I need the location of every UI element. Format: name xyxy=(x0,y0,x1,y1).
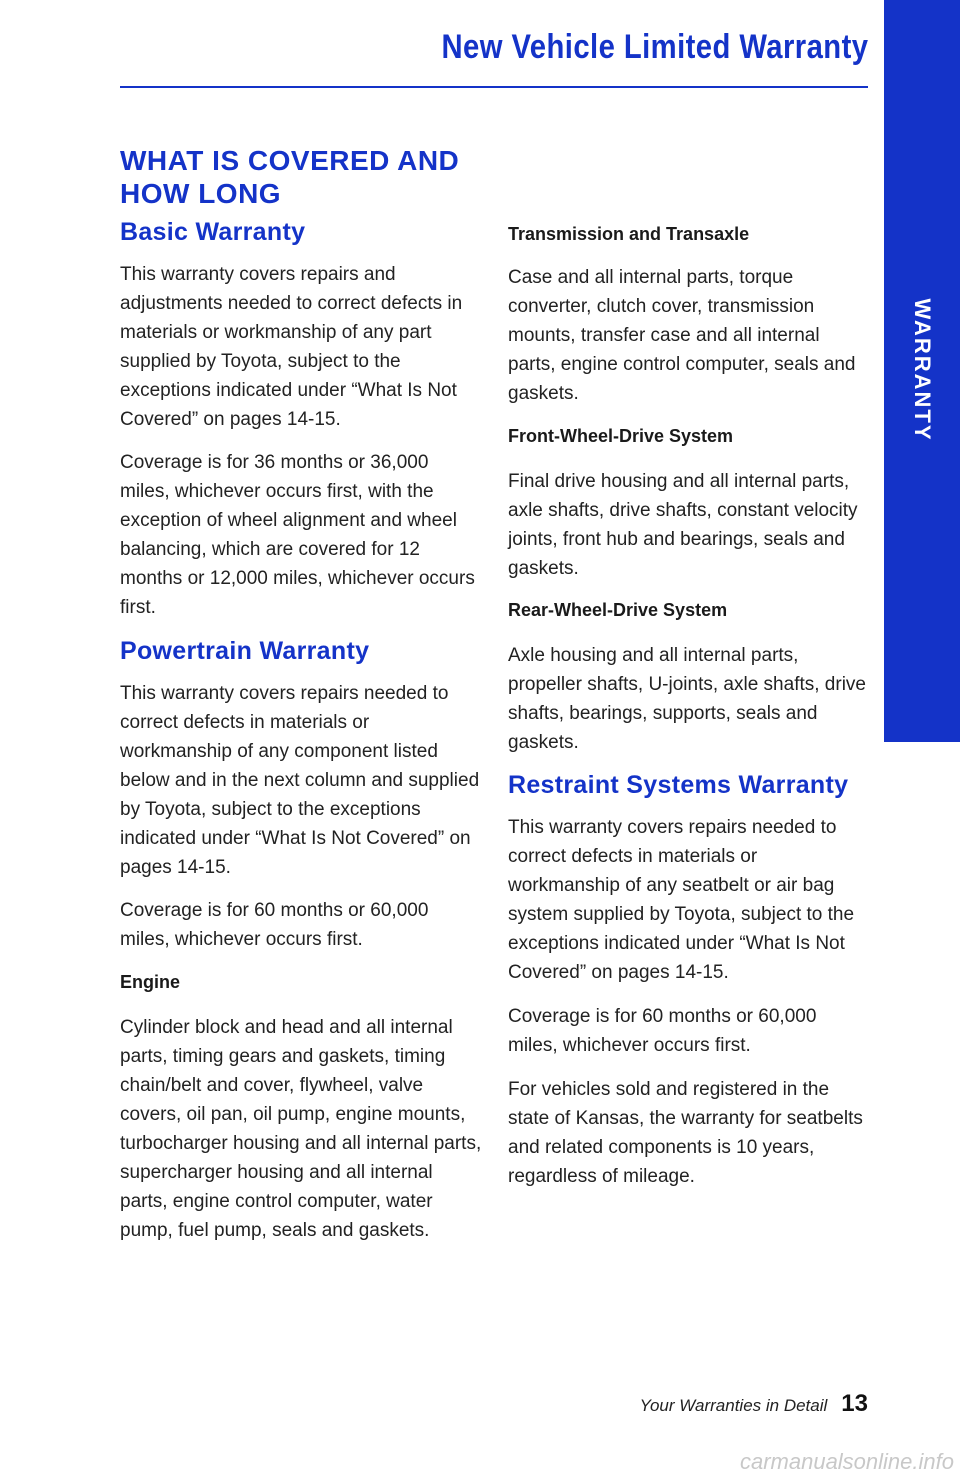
engine-heading: Engine xyxy=(120,972,181,992)
transmission-text: Case and all internal parts, torque converter, clutch cover, transmission mounts, transfer case and all internal parts, engine control computer, seals and gaskets. xyxy=(508,267,856,404)
page-number: 13 xyxy=(841,1390,868,1417)
fwd-heading: Front-Wheel-Drive System xyxy=(508,426,734,446)
engine-text: Cylinder block and head and all internal parts, timing gears and gaskets, timing chain/belt and cover, flywheel, valve covers, oil pan, oil pump, engine mounts, turbocharger housing and all internal parts, supercharger housing and all internal parts, engine control computer, water pump, fuel pump, seals and gaskets. xyxy=(120,1017,482,1241)
powertrain-warranty-para1: This warranty covers repairs needed to correct defects in materials or workmanship of any component listed below and in the next column and supplied by Toyota, subject to the exceptions indicated under “What Is Not Covered” on pages 14-15. xyxy=(120,683,480,878)
footer-text: Your Warranties in Detail xyxy=(639,1396,828,1415)
basic-warranty-heading: Basic Warranty xyxy=(120,218,306,246)
page-header xyxy=(120,28,868,67)
restraint-warranty-body xyxy=(508,813,868,987)
restraint-warranty-para1: This warranty covers repairs needed to correct defects in materials or workmanship of any seatbelt or air bag system supplied by Toyota, subject to the exceptions indicated under “What Is Not Covered” on pages 14-15. xyxy=(508,817,855,983)
engine-body xyxy=(120,1013,482,1245)
powertrain-warranty-body xyxy=(120,679,482,882)
powertrain-warranty-section xyxy=(120,637,369,666)
rwd-text: Axle housing and all internal parts, propeller shafts, U-joints, axle shafts, drive shafts, bearings, supports, seals and gaskets. xyxy=(508,645,866,753)
basic-warranty-body xyxy=(120,260,482,434)
restraint-warranty-section xyxy=(508,771,848,800)
restraint-warranty-heading: Restraint Systems Warranty xyxy=(508,771,849,799)
rwd-body xyxy=(508,641,868,757)
powertrain-warranty-para2: Coverage is for 60 months or 60,000 miles, whichever occurs first. xyxy=(120,900,429,950)
section-title: WHAT IS COVERED AND HOW LONG xyxy=(120,145,460,209)
rwd-heading-block xyxy=(508,600,727,621)
watermark: carmanualsonline.info xyxy=(739,1449,954,1474)
side-tab xyxy=(884,0,960,742)
fwd-body xyxy=(508,467,868,583)
transmission-heading-block xyxy=(508,224,749,245)
powertrain-warranty-coverage xyxy=(120,896,482,954)
fwd-heading-block xyxy=(508,426,733,447)
basic-warranty-para2: Coverage is for 36 months or 36,000 miles, whichever occurs first, with the exception of wheel alignment and wheel balancing, which are covered for 12 months or 12,000 miles, whichever occurs first. xyxy=(120,452,475,618)
side-tab-label: WARRANTY xyxy=(910,298,935,442)
engine-heading-block xyxy=(120,972,180,993)
rwd-heading: Rear-Wheel-Drive System xyxy=(508,600,728,620)
restraint-warranty-coverage xyxy=(508,1002,868,1060)
transmission-body xyxy=(508,263,868,408)
page-footer xyxy=(640,1390,868,1418)
fwd-text: Final drive housing and all internal parts, axle shafts, drive shafts, constant velocity joints, front hub and bearings, seals and gaskets. xyxy=(508,471,858,579)
basic-warranty-coverage xyxy=(120,448,482,622)
basic-warranty-section xyxy=(120,218,305,247)
restraint-warranty-para3: For vehicles sold and registered in the state of Kansas, the warranty for seatbelts and related components is 10 years, regardless of mileage. xyxy=(508,1079,863,1187)
restraint-warranty-para2: Coverage is for 60 months or 60,000 miles, whichever occurs first. xyxy=(508,1006,817,1056)
page-title: New Vehicle Limited Warranty xyxy=(441,28,868,66)
powertrain-warranty-heading: Powertrain Warranty xyxy=(120,637,370,665)
basic-warranty-para1: This warranty covers repairs and adjustments needed to correct defects in materials or workmanship of any part supplied by Toyota, subject to the exceptions indicated under “What Is Not Covered” on pages 14-15. xyxy=(120,264,463,430)
header-rule xyxy=(120,86,868,88)
transmission-heading: Transmission and Transaxle xyxy=(508,224,750,244)
restraint-kansas-note xyxy=(508,1075,868,1191)
